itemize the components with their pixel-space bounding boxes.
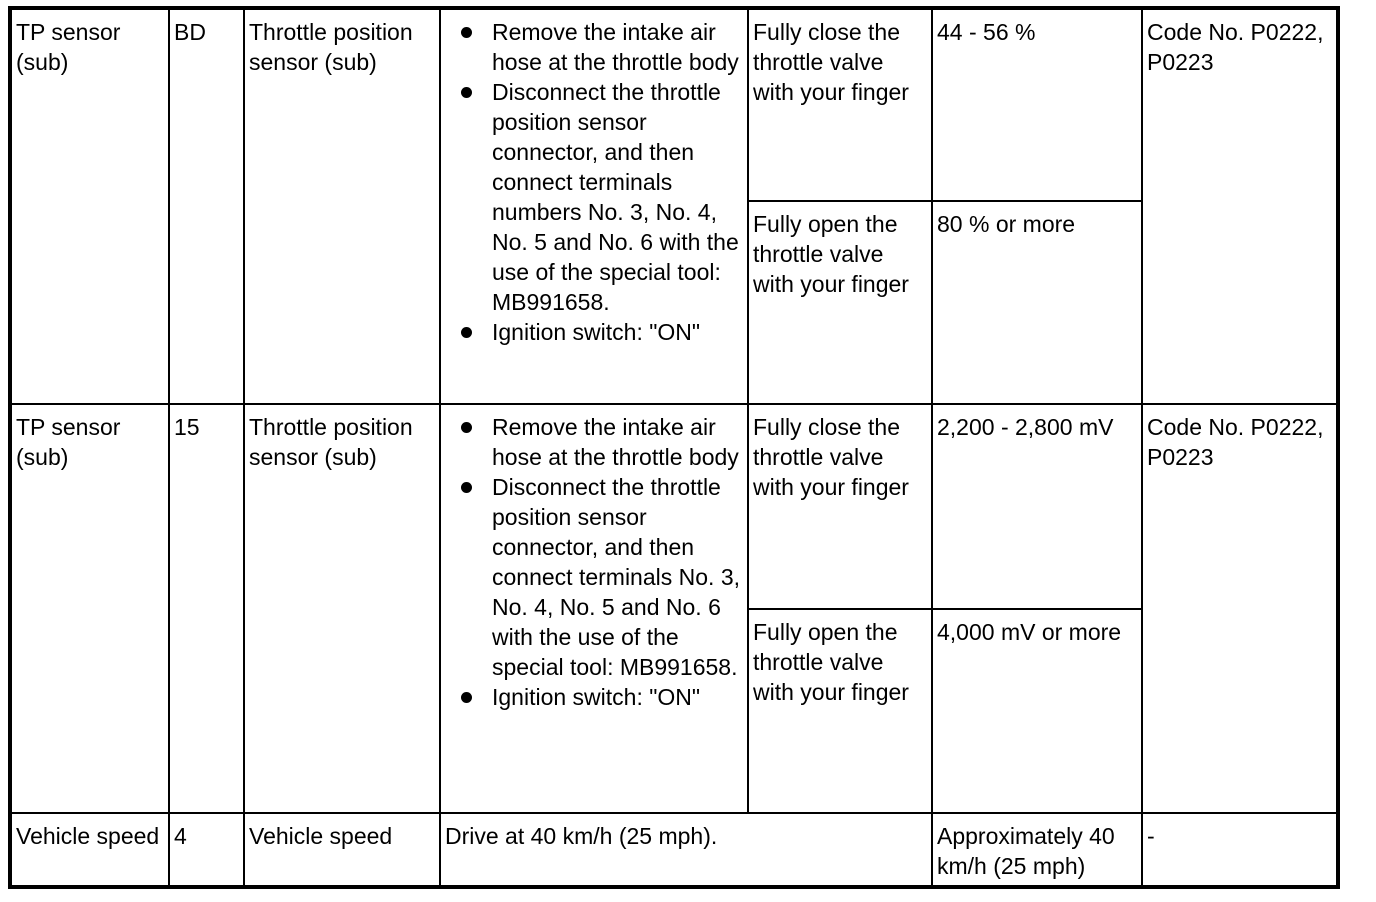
list-item: Disconnect the throttle position sensor connector, and then connect terminals No. 3, No. 4, No. 5 and No. 6 with the use of the special tool: MB991658. xyxy=(441,472,743,682)
conditions-cell xyxy=(440,8,748,404)
state-cell: Fully close the throttle valve with your finger xyxy=(748,404,932,609)
state-cell: Fully close the throttle valve with your finger xyxy=(748,8,932,201)
inspection-table xyxy=(8,6,1340,889)
conditions-cell xyxy=(440,404,748,813)
normal-cell: 44 - 56 % xyxy=(932,8,1142,201)
list-item: Disconnect the throttle position sensor connector, and then connect terminals numbers No. 3, No. 4, No. 5 and No. 6 with the use of the special tool: MB991658. xyxy=(441,77,743,317)
check-item-cell: Throttle position sensor (sub) xyxy=(244,404,440,813)
bullet-icon xyxy=(441,472,467,682)
bullet-icon xyxy=(441,317,467,347)
bullet-icon xyxy=(441,17,467,77)
check-item-cell: Vehicle speed xyxy=(244,813,440,887)
normal-cell: 80 % or more xyxy=(932,201,1142,404)
table-row xyxy=(10,404,1338,609)
condition-cell: Drive at 40 km/h (25 mph). xyxy=(440,813,932,887)
inspection-cell: - xyxy=(1142,813,1338,887)
item-cell: TP sensor (sub) xyxy=(10,8,169,404)
bullet-icon xyxy=(441,412,467,472)
check-item-cell: Throttle position sensor (sub) xyxy=(244,8,440,404)
list-item: Ignition switch: "ON" xyxy=(441,317,743,347)
normal-cell: Approximately 40 km/h (25 mph) xyxy=(932,813,1142,887)
item-cell: Vehicle speed xyxy=(10,813,169,887)
list-item: Remove the intake air hose at the throttle body xyxy=(441,17,743,77)
bullet-icon xyxy=(441,682,467,712)
normal-cell: 4,000 mV or more xyxy=(932,609,1142,813)
table-row xyxy=(10,8,1338,201)
terminal-cell: 15 xyxy=(169,404,244,813)
inspection-cell: Code No. P0222, P0223 xyxy=(1142,8,1338,404)
terminal-cell: BD xyxy=(169,8,244,404)
table-row xyxy=(10,813,1338,887)
list-item: Ignition switch: "ON" xyxy=(441,682,743,712)
inspection-cell: Code No. P0222, P0223 xyxy=(1142,404,1338,813)
list-item: Remove the intake air hose at the throttle body xyxy=(441,412,743,472)
normal-cell: 2,200 - 2,800 mV xyxy=(932,404,1142,609)
state-cell: Fully open the throttle valve with your finger xyxy=(748,609,932,813)
bullet-icon xyxy=(441,77,467,317)
terminal-cell: 4 xyxy=(169,813,244,887)
state-cell: Fully open the throttle valve with your finger xyxy=(748,201,932,404)
item-cell: TP sensor (sub) xyxy=(10,404,169,813)
